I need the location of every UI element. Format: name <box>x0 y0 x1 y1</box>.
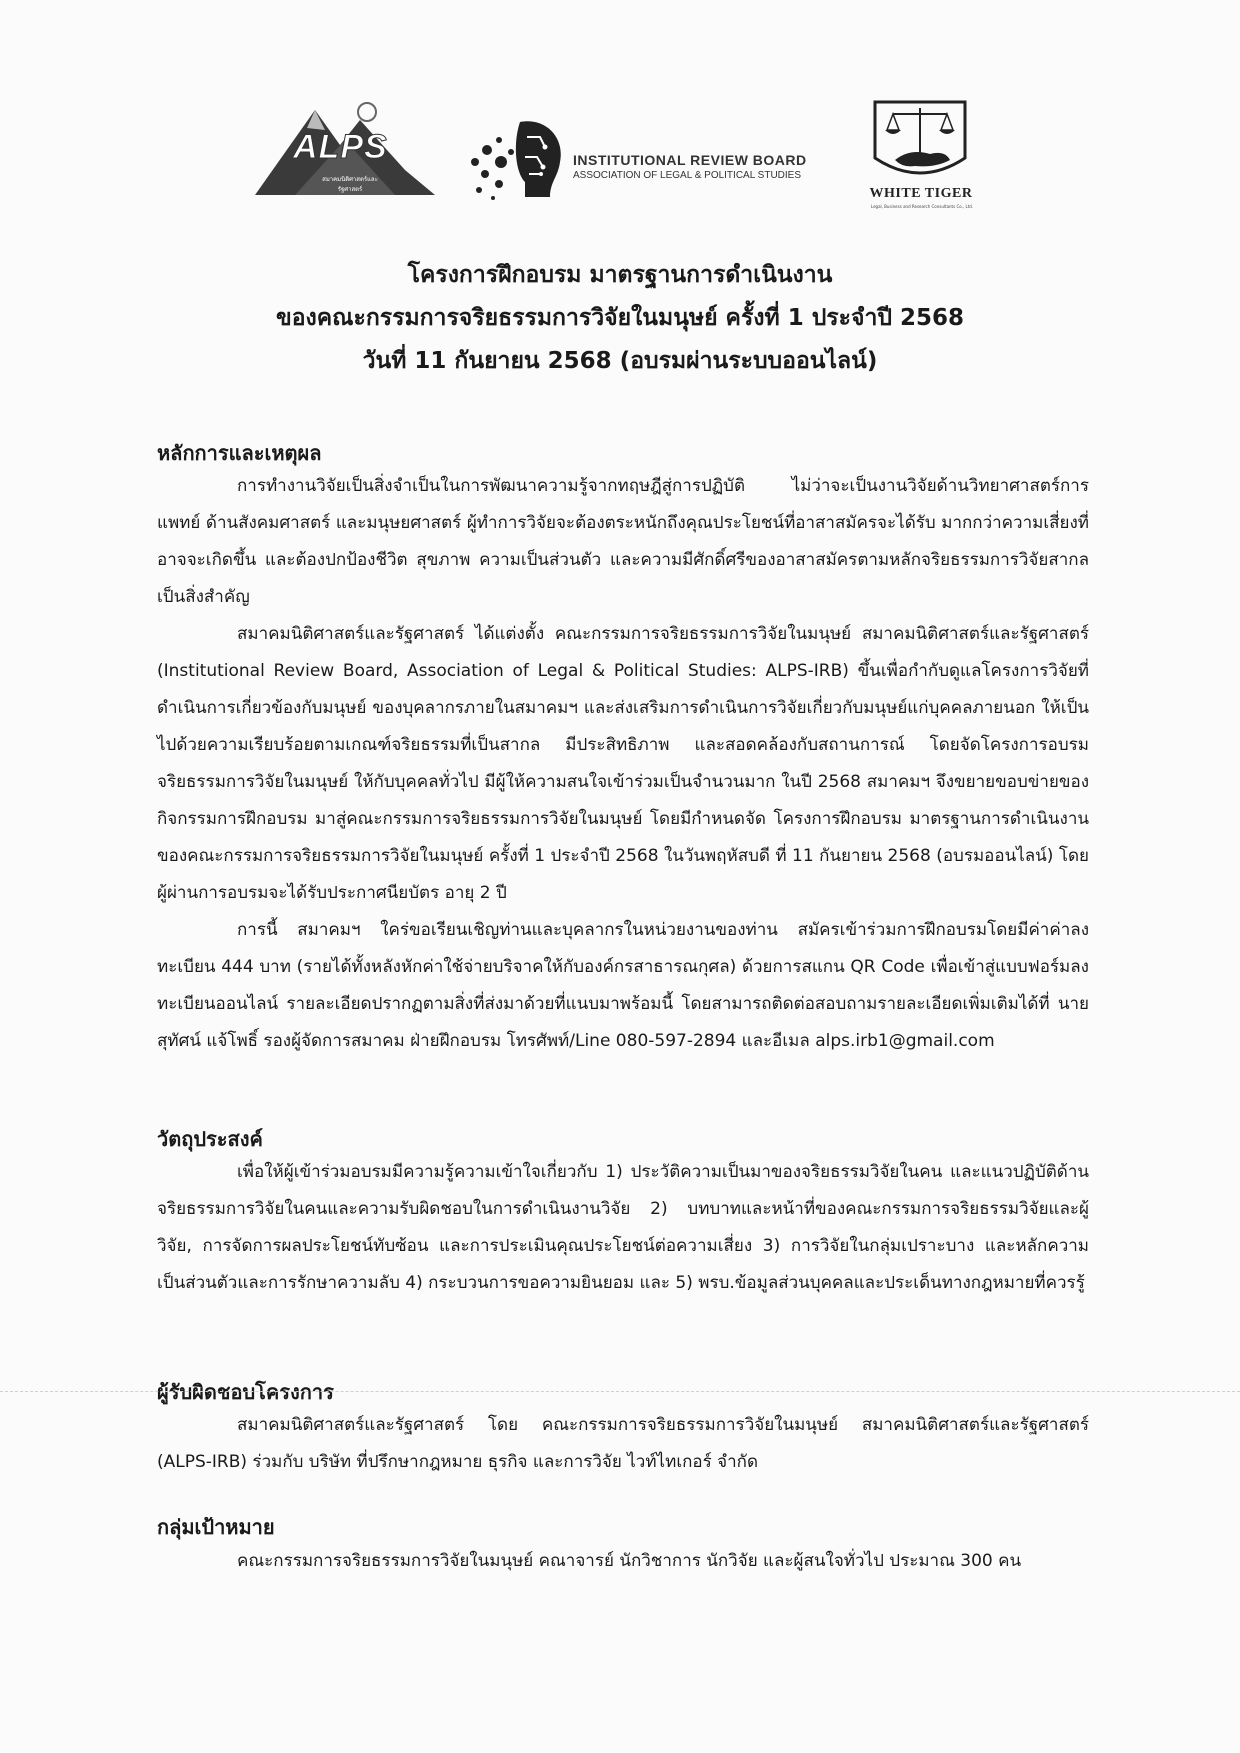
scan-artifact-line <box>0 1391 1240 1393</box>
white-tiger-tagline: Legal, Business and Research Consultants Co., Ltd. <box>870 204 974 209</box>
white-tiger-logo <box>855 98 985 218</box>
logo-row <box>0 0 1240 220</box>
document-title-block <box>0 254 1240 383</box>
alps-logo <box>255 90 455 210</box>
alps-logo-subtext: สมาคมนิติศาสตร์และรัฐศาสตร์ <box>322 176 378 193</box>
rationale-paragraph-1: การทำงานวิจัยเป็นสิ่งจำเป็นในการพัฒนาความรู้จากทฤษฎีสู่การปฏิบัติ ไม่ว่าจะเป็นงานวิจัยด้านวิทยาศาสตร์การแพทย์ ด้านสังคมศาสตร์ และมนุษยศาสตร์ ผู้ทำการวิจัยจะต้องตระหนักถึงคุณประโยชน์ที่อาสาสมัครจะได้รับ มากกว่าความเสี่ยงที่อาจจะเกิดขึ้น และต้องปกป้องชีวิต สุขภาพ ความเป็นส่วนตัว และความมีศักดิ์ศรีของอาสาสมัครตามหลักจริยธรรมการวิจัยสากลเป็นสิ่งสำคัญ <box>157 476 1089 607</box>
irb-logo <box>465 112 835 208</box>
responsible-paragraph: สมาคมนิติศาสตร์และรัฐศาสตร์ โดย คณะกรรมการจริยธรรมการวิจัยในมนุษย์ สมาคมนิติศาสตร์และรัฐศาสตร์ (ALPS-IRB) ร่วมกับ บริษัท ที่ปรึกษากฎหมาย ธุรกิจ และการวิจัย ไวท์ไทเกอร์ จำกัด <box>157 1415 1089 1472</box>
title-line-3: วันที่ 11 กันยายน 2568 (อบรมผ่านระบบออนไลน์) <box>362 348 878 374</box>
brain-network-icon <box>465 112 570 208</box>
scales-of-justice-icon <box>855 98 985 188</box>
responsible-body <box>157 1407 1089 1481</box>
objectives-body <box>157 1154 1089 1302</box>
target-paragraph: คณะกรรมการจริยธรรมการวิจัยในมนุษย์ คณาจารย์ นักวิชาการ นักวิจัย และผู้สนใจทั่วไป ประมาณ 300 คน <box>237 1551 1022 1571</box>
target-heading: กลุ่มเป้าหมาย <box>157 1515 275 1539</box>
objectives-paragraph: เพื่อให้ผู้เข้าร่วมอบรมมีความรู้ความเข้าใจเกี่ยวกับ 1) ประวัติความเป็นมาของจริยธรรมวิจัยในคน และแนวปฏิบัติด้านจริยธรรมการวิจัยในคนและความรับผิดชอบในการดำเนินงานวิจัย 2) บทบาทและหน้าที่ของคณะกรรมการจริยธรรมวิจัยและผู้วิจัย, การจัดการผลประโยชน์ทับซ้อน และการประเมินคุณประโยชน์ต่อความเสี่ยง 3) การวิจัยในกลุ่มเปราะบาง และหลักความเป็นส่วนตัวและการรักษาความลับ 4) กระบวนการขอความยินยอม และ 5) พรบ.ข้อมูลส่วนบุคคลและประเด็นทางกฎหมายที่ควรรู้ <box>157 1162 1089 1293</box>
rationale-paragraph-3: การนี้ สมาคมฯ ใคร่ขอเรียนเชิญท่านและบุคลากรในหน่วยงานของท่าน สมัครเข้าร่วมการฝึกอบรมโดยมีค่าค่าลงทะเบียน 444 บาท (รายได้ทั้งหลังหักค่าใช้จ่ายบริจาคให้กับองค์กรสาธารณกุศล) ด้วยการสแกน QR Code เพื่อเข้าสู่แบบฟอร์มลงทะเบียนออนไลน์ รายละเอียดปรากฏตามสิ่งที่ส่งมาด้วยที่แนบมาพร้อมนี้ โดยสามารถติดต่อสอบถามรายละเอียดเพิ่มเติมได้ที่ นายสุทัศน์ แจ้โพธิ์ รองผู้จัดการสมาคม ฝ่ายฝึกอบรม โทรศัพท์/Line 080-597-2894 และอีเมล alps.irb1@gmail.com <box>157 920 1089 1051</box>
rationale-body <box>157 468 1089 1060</box>
objectives-heading: วัตถุประสงค์ <box>157 1127 263 1151</box>
rationale-paragraph-2: สมาคมนิติศาสตร์และรัฐศาสตร์ ได้แต่งตั้ง คณะกรรมการจริยธรรมการวิจัยในมนุษย์ สมาคมนิติศาสตร์และรัฐศาสตร์ (Institutional Review Board, Association of Legal & Political Studies: ALPS-IRB) ขึ้นเพื่อกำกับดูแลโครงการวิจัยที่ดำเนินการเกี่ยวข้องกับมนุษย์ ของบุคลากรภายในสมาคมฯ และส่งเสริมการดำเนินการวิจัยเกี่ยวกับมนุษย์แก่บุคคลภายนอก ให้เป็นไปด้วยความเรียบร้อยตามเกณฑ์จริยธรรมที่เป็นสากล มีประสิทธิภาพ และสอดคล้องกับสถานการณ์ โดยจัดโครงการอบรมจริยธรรมการวิจัยในมนุษย์ ให้กับบุคคลทั่วไป มีผู้ให้ความสนใจเข้าร่วมเป็นจำนวนมาก ในปี 2568 สมาคมฯ จึงขยายขอบข่ายของกิจกรรมการฝึกอบรม มาสู่คณะกรรมการจริยธรรมการวิจัยในมนุษย์ โดยมีกำหนดจัด โครงการฝึกอบรม มาตรฐานการดำเนินงานของคณะกรรมการจริยธรรมการวิจัยในมนุษย์ ครั้งที่ 1 ประจำปี 2568 ในวันพฤหัสบดี ที่ 11 กันยายน 2568 (อบรมออนไลน์) โดยผู้ผ่านการอบรมจะได้รับประกาศนียบัตร อายุ 2 ปี <box>157 624 1089 903</box>
irb-logo-subtitle: ASSOCIATION OF LEGAL & POLITICAL STUDIES <box>573 170 802 181</box>
rationale-heading: หลักการและเหตุผล <box>157 441 322 465</box>
title-line-2: ของคณะกรรมการจริยธรรมการวิจัยในมนุษย์ ครั้งที่ 1 ประจำปี 2568 <box>275 305 965 331</box>
irb-logo-title: INSTITUTIONAL REVIEW BOARD <box>573 152 807 168</box>
target-body <box>157 1543 1089 1580</box>
title-line-1: โครงการฝึกอบรม มาตรฐานการดำเนินงาน <box>407 262 833 288</box>
white-tiger-name: WHITE TIGER <box>869 186 973 201</box>
responsible-heading: ผู้รับผิดชอบโครงการ <box>157 1380 334 1404</box>
alps-logo-text: ALPS <box>293 128 388 166</box>
